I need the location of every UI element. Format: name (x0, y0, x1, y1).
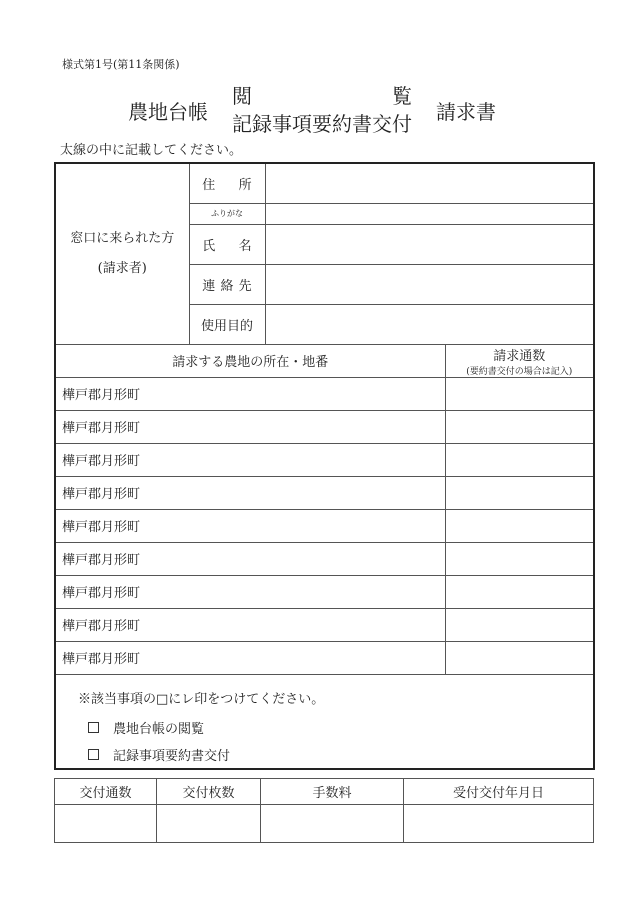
view-checkbox[interactable] (88, 722, 99, 733)
requester-sublabel: (請求者) (97, 260, 147, 276)
name-label (189, 224, 265, 264)
land-copies-cell[interactable] (445, 575, 594, 608)
receipt-date-cell[interactable] (404, 805, 594, 843)
contact-field[interactable] (265, 264, 594, 304)
address-label-text: 住 所 (202, 177, 257, 193)
title-left: 農地台帳 (128, 100, 208, 124)
requester-group-label (55, 163, 189, 344)
contact-label (189, 264, 265, 304)
land-copies-cell[interactable] (445, 476, 594, 509)
fee-cell[interactable] (261, 805, 404, 843)
receipt-date-header: 受付交付年月日 (404, 779, 594, 805)
notes-instruction: ※該当事項の□にレ印をつけてください。 (78, 692, 325, 707)
name-label-text: 氏 名 (202, 238, 257, 254)
office-use-table (54, 778, 594, 843)
land-copies-cell[interactable] (445, 509, 594, 542)
copies-header-text: 請求通数 (493, 348, 546, 364)
land-location-cell[interactable]: 樺戸郡月形町 (55, 443, 445, 476)
issued-sheets-cell[interactable] (157, 805, 261, 843)
land-copies-cell[interactable] (445, 542, 594, 575)
form-number: 様式第1号(第11条関係) (62, 58, 180, 71)
land-location-cell[interactable]: 樺戸郡月形町 (55, 377, 445, 410)
issued-copies-cell[interactable] (55, 805, 157, 843)
issued-sheets-header: 交付枚数 (157, 779, 261, 805)
land-location-cell[interactable]: 樺戸郡月形町 (55, 641, 445, 674)
land-copies-cell[interactable] (445, 443, 594, 476)
title-option-view: 閲 (232, 84, 252, 108)
contact-label-text: 連絡先 (202, 278, 257, 294)
location-column-header: 請求する農地の所在・地番 (55, 344, 445, 377)
name-field[interactable] (265, 224, 594, 264)
furigana-field[interactable] (265, 203, 594, 224)
land-copies-cell[interactable] (445, 608, 594, 641)
option-view-row[interactable] (88, 718, 204, 737)
address-label (189, 163, 265, 203)
summary-checkbox[interactable] (88, 749, 99, 760)
title-right: 請求書 (436, 100, 496, 124)
requester-label: 窓口に来られた方 (70, 230, 175, 246)
purpose-field[interactable] (265, 304, 594, 344)
copies-column-header (445, 344, 594, 377)
request-form-table (54, 162, 595, 770)
fee-header: 手数料 (261, 779, 404, 805)
title-option-summary: 記録事項要約書交付 (232, 112, 412, 136)
land-location-cell[interactable]: 樺戸郡月形町 (55, 509, 445, 542)
land-location-cell[interactable]: 樺戸郡月形町 (55, 575, 445, 608)
land-location-cell[interactable]: 樺戸郡月形町 (55, 608, 445, 641)
option-summary-row[interactable] (88, 745, 230, 764)
land-copies-cell[interactable] (445, 641, 594, 674)
land-location-cell[interactable]: 樺戸郡月形町 (55, 542, 445, 575)
furigana-label: ふりがな (189, 203, 265, 224)
land-copies-cell[interactable] (445, 377, 594, 410)
option-view-label: 農地台帳の閲覧 (113, 722, 205, 737)
land-copies-cell[interactable] (445, 410, 594, 443)
address-field[interactable] (265, 163, 594, 203)
land-location-cell[interactable]: 樺戸郡月形町 (55, 410, 445, 443)
purpose-label: 使用目的 (189, 304, 265, 344)
option-summary-label: 記録事項要約書交付 (113, 749, 231, 764)
land-location-cell[interactable]: 樺戸郡月形町 (55, 476, 445, 509)
form-instruction: 太線の中に記載してください。 (60, 143, 243, 158)
title-option-view-2: 覧 (392, 84, 412, 108)
issued-copies-header: 交付通数 (55, 779, 157, 805)
copies-header-note: (要約書交付の場合は記入) (466, 366, 573, 377)
